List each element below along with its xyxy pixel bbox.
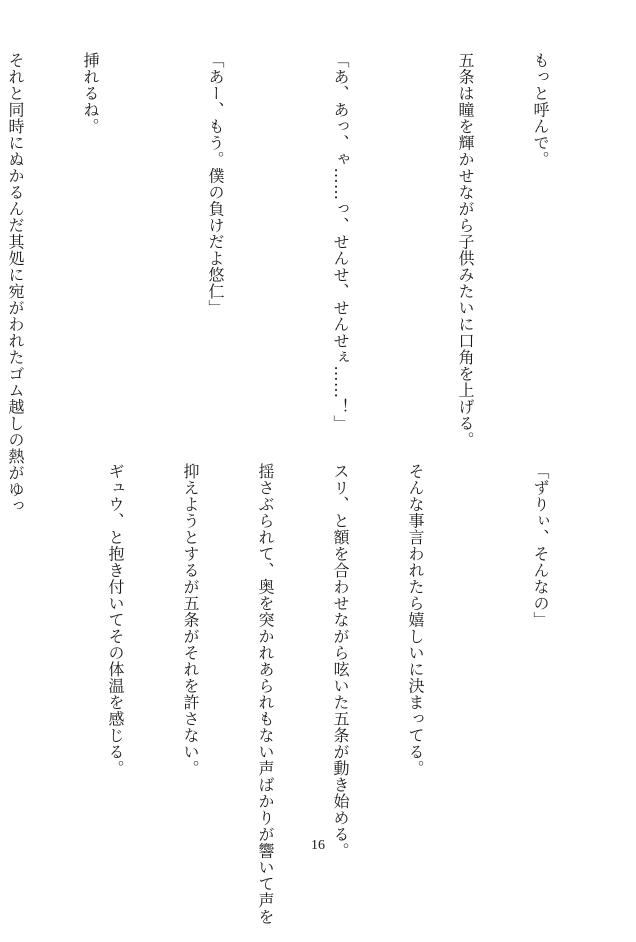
dialogue-line: 「ずりぃ、そんなの」 — [531, 463, 550, 628]
text-line: そんな事言われたら嬉しいに決まってる。 — [406, 463, 425, 777]
dialogue-line: 「あ、あっ、ゃ……っ、せんせ、せんせぇ……！」 — [331, 52, 350, 432]
dialogue-line: 「あー、もう。僕の負けだよ悠仁」 — [206, 52, 225, 316]
text-line: もっと呼んで。 — [531, 52, 550, 168]
text-line: 揺さぶられて、奥を突かれあられもない声ばかりが響いて声を — [256, 463, 275, 925]
page-number: 16 — [311, 838, 325, 853]
dialogue-line — [0, 463, 3, 833]
text-line: 抑えようとするが五条がそれを許さない。 — [181, 463, 200, 777]
text-line: ギュウ、と抱き付いてその体温を感じる。 — [106, 463, 125, 777]
text-line: 五条は瞳を輝かせながら子供みたいに口角を上げる。 — [456, 52, 475, 448]
text-line: 挿れるね。 — [81, 52, 100, 135]
upper-text-block — [0, 52, 603, 514]
text-line: それと同時にぬかるんだ其処に宛がわれたゴム越しの熱がゆっ — [6, 52, 25, 514]
text-line: スリ、と額を合わせながら呟いた五条が動き始める。 — [331, 463, 350, 859]
